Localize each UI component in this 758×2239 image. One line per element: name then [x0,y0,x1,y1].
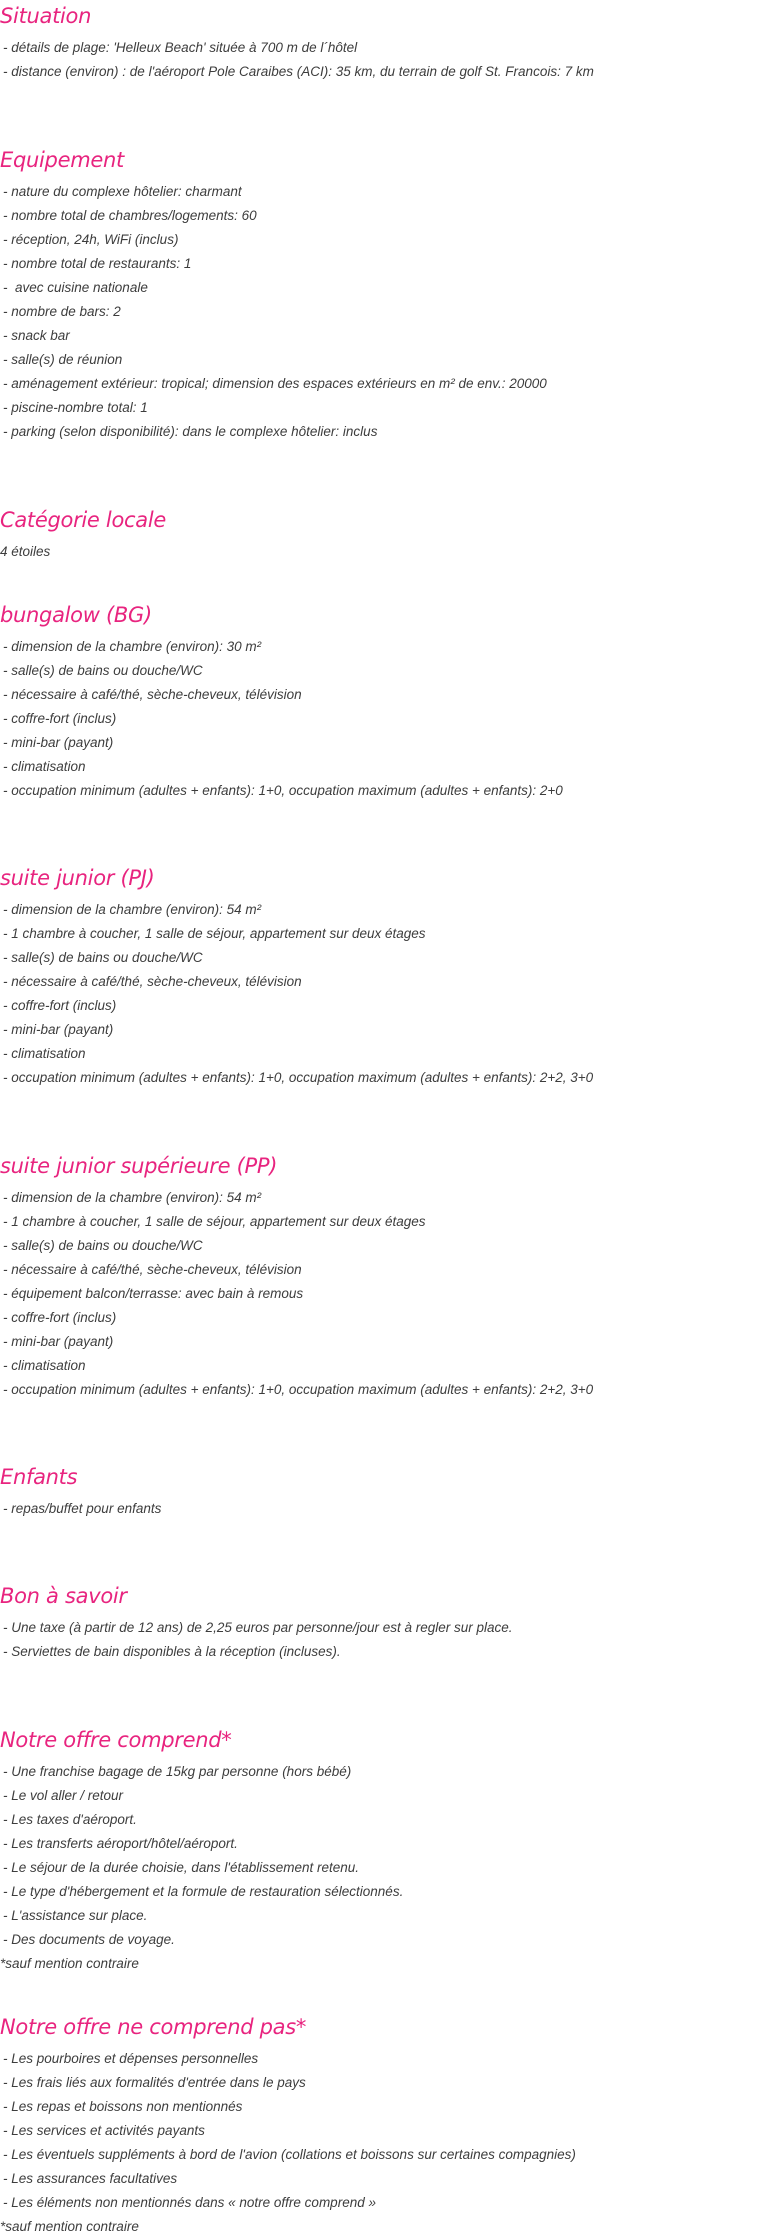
section-suite-junior-superieure [0,1152,593,1402]
footnote: *sauf mention contraire [0,1956,139,1971]
list-item: - salle(s) de bains ou douche/WC [3,1238,203,1253]
section-heading: Notre offre ne comprend pas* [0,2015,307,2039]
list-item: - Les éventuels suppléments à bord de l'avion (collations et boissons sur certaines compagnies) [3,2147,576,2162]
section-heading: Notre offre comprend* [0,1728,232,1752]
section-equipement [0,146,547,444]
section-bungalow [0,601,563,803]
list-item: - nécessaire à café/thé, sèche-cheveux, télévision [3,687,302,702]
list-item: - coffre-fort (inclus) [3,998,117,1013]
section-heading: Enfants [0,1465,78,1489]
section-offre-ne-comprend-pas [0,2013,576,2239]
footnote: *sauf mention contraire [0,2219,139,2234]
list-item: - Les éléments non mentionnés dans « notre offre comprend » [3,2195,376,2210]
list-item: - 1 chambre à coucher, 1 salle de séjour, appartement sur deux étages [3,926,426,941]
list-item: - Le séjour de la durée choisie, dans l'établissement retenu. [3,1860,360,1875]
list-item: - Les repas et boissons non mentionnés [3,2099,243,2114]
list-item: - snack bar [3,328,70,343]
section-heading: suite junior supérieure (PP) [0,1154,278,1178]
list-item: - nécessaire à café/thé, sèche-cheveux, télévision [3,974,302,989]
list-item: - salle(s) de bains ou douche/WC [3,663,203,678]
section-heading: Catégorie locale [0,508,166,532]
list-item: - 1 chambre à coucher, 1 salle de séjour, appartement sur deux étages [3,1214,426,1229]
section-enfants [0,1463,161,1521]
list-item: - détails de plage: 'Helleux Beach' située à 700 m de l´hôtel [3,40,358,55]
list-item: - dimension de la chambre (environ): 54 m² [3,1190,262,1205]
section-heading: suite junior (PJ) [0,866,155,890]
list-item: - Une franchise bagage de 15kg par personne (hors bébé) [3,1764,352,1779]
list-item: - piscine-nombre total: 1 [3,400,148,415]
list-item: - mini-bar (payant) [3,1334,114,1349]
list-item: - dimension de la chambre (environ): 54 m² [3,902,262,917]
list-item: - Une taxe (à partir de 12 ans) de 2,25 euros par personne/jour est à regler sur place. [3,1620,513,1635]
list-item: - salle(s) de réunion [3,352,123,367]
list-item: - Le vol aller / retour [3,1788,124,1803]
section-heading: bungalow (BG) [0,603,152,627]
list-item: - nécessaire à café/thé, sèche-cheveux, télévision [3,1262,302,1277]
list-item: - mini-bar (payant) [3,1022,114,1037]
list-item: - avec cuisine nationale [3,280,148,295]
list-item: - Les frais liés aux formalités d'entrée dans le pays [3,2075,306,2090]
list-item: - nombre de bars: 2 [3,304,121,319]
list-item: - nature du complexe hôtelier: charmant [3,184,242,199]
section-heading: Bon à savoir [0,1584,127,1608]
section-suite-junior [0,864,593,1090]
section-categorie [0,506,166,564]
list-item: - nombre total de chambres/logements: 60 [3,208,257,223]
list-item: - L'assistance sur place. [3,1908,148,1923]
list-item: - climatisation [3,759,86,774]
list-item: - Les assurances facultatives [3,2171,178,2186]
list-item: - équipement balcon/terrasse: avec bain à remous [3,1286,304,1301]
list-item: - salle(s) de bains ou douche/WC [3,950,203,965]
list-item: - distance (environ) : de l'aéroport Pole Caraibes (ACI): 35 km, du terrain de golf St. Francois: 7 km [3,64,594,79]
list-item: - climatisation [3,1046,86,1061]
list-item: - Les pourboires et dépenses personnelles [3,2051,259,2066]
list-item: - occupation minimum (adultes + enfants): 1+0, occupation maximum (adultes + enfants): 2+2, 3+0 [3,1070,594,1085]
section-offre-comprend [0,1726,403,1976]
list-item: - mini-bar (payant) [3,735,114,750]
list-item: - Les services et activités payants [3,2123,205,2138]
list-item: - Les transferts aéroport/hôtel/aéroport. [3,1836,238,1851]
section-heading: Situation [0,4,92,28]
list-item: - coffre-fort (inclus) [3,1310,117,1325]
list-item: - occupation minimum (adultes + enfants): 1+0, occupation maximum (adultes + enfants): 2+0 [3,783,563,798]
list-item: - Le type d'hébergement et la formule de restauration sélectionnés. [3,1884,404,1899]
list-item: - occupation minimum (adultes + enfants): 1+0, occupation maximum (adultes + enfants): 2+2, 3+0 [3,1382,594,1397]
list-item: - réception, 24h, WiFi (inclus) [3,232,179,247]
list-item: - climatisation [3,1358,86,1373]
list-item: - parking (selon disponibilité): dans le complexe hôtelier: inclus [3,424,378,439]
section-heading: Equipement [0,148,124,172]
list-item: - repas/buffet pour enfants [3,1501,162,1516]
list-item: - nombre total de restaurants: 1 [3,256,192,271]
section-bon-a-savoir [0,1582,513,1664]
list-item: - dimension de la chambre (environ): 30 m² [3,639,262,654]
list-item: - Des documents de voyage. [3,1932,175,1947]
list-item: 4 étoiles [0,544,51,559]
list-item: - Serviettes de bain disponibles à la réception (incluses). [3,1644,341,1659]
section-situation [0,2,594,84]
list-item: - aménagement extérieur: tropical; dimension des espaces extérieurs en m² de env.: 20000 [3,376,547,391]
list-item: - coffre-fort (inclus) [3,711,117,726]
list-item: - Les taxes d'aéroport. [3,1812,137,1827]
